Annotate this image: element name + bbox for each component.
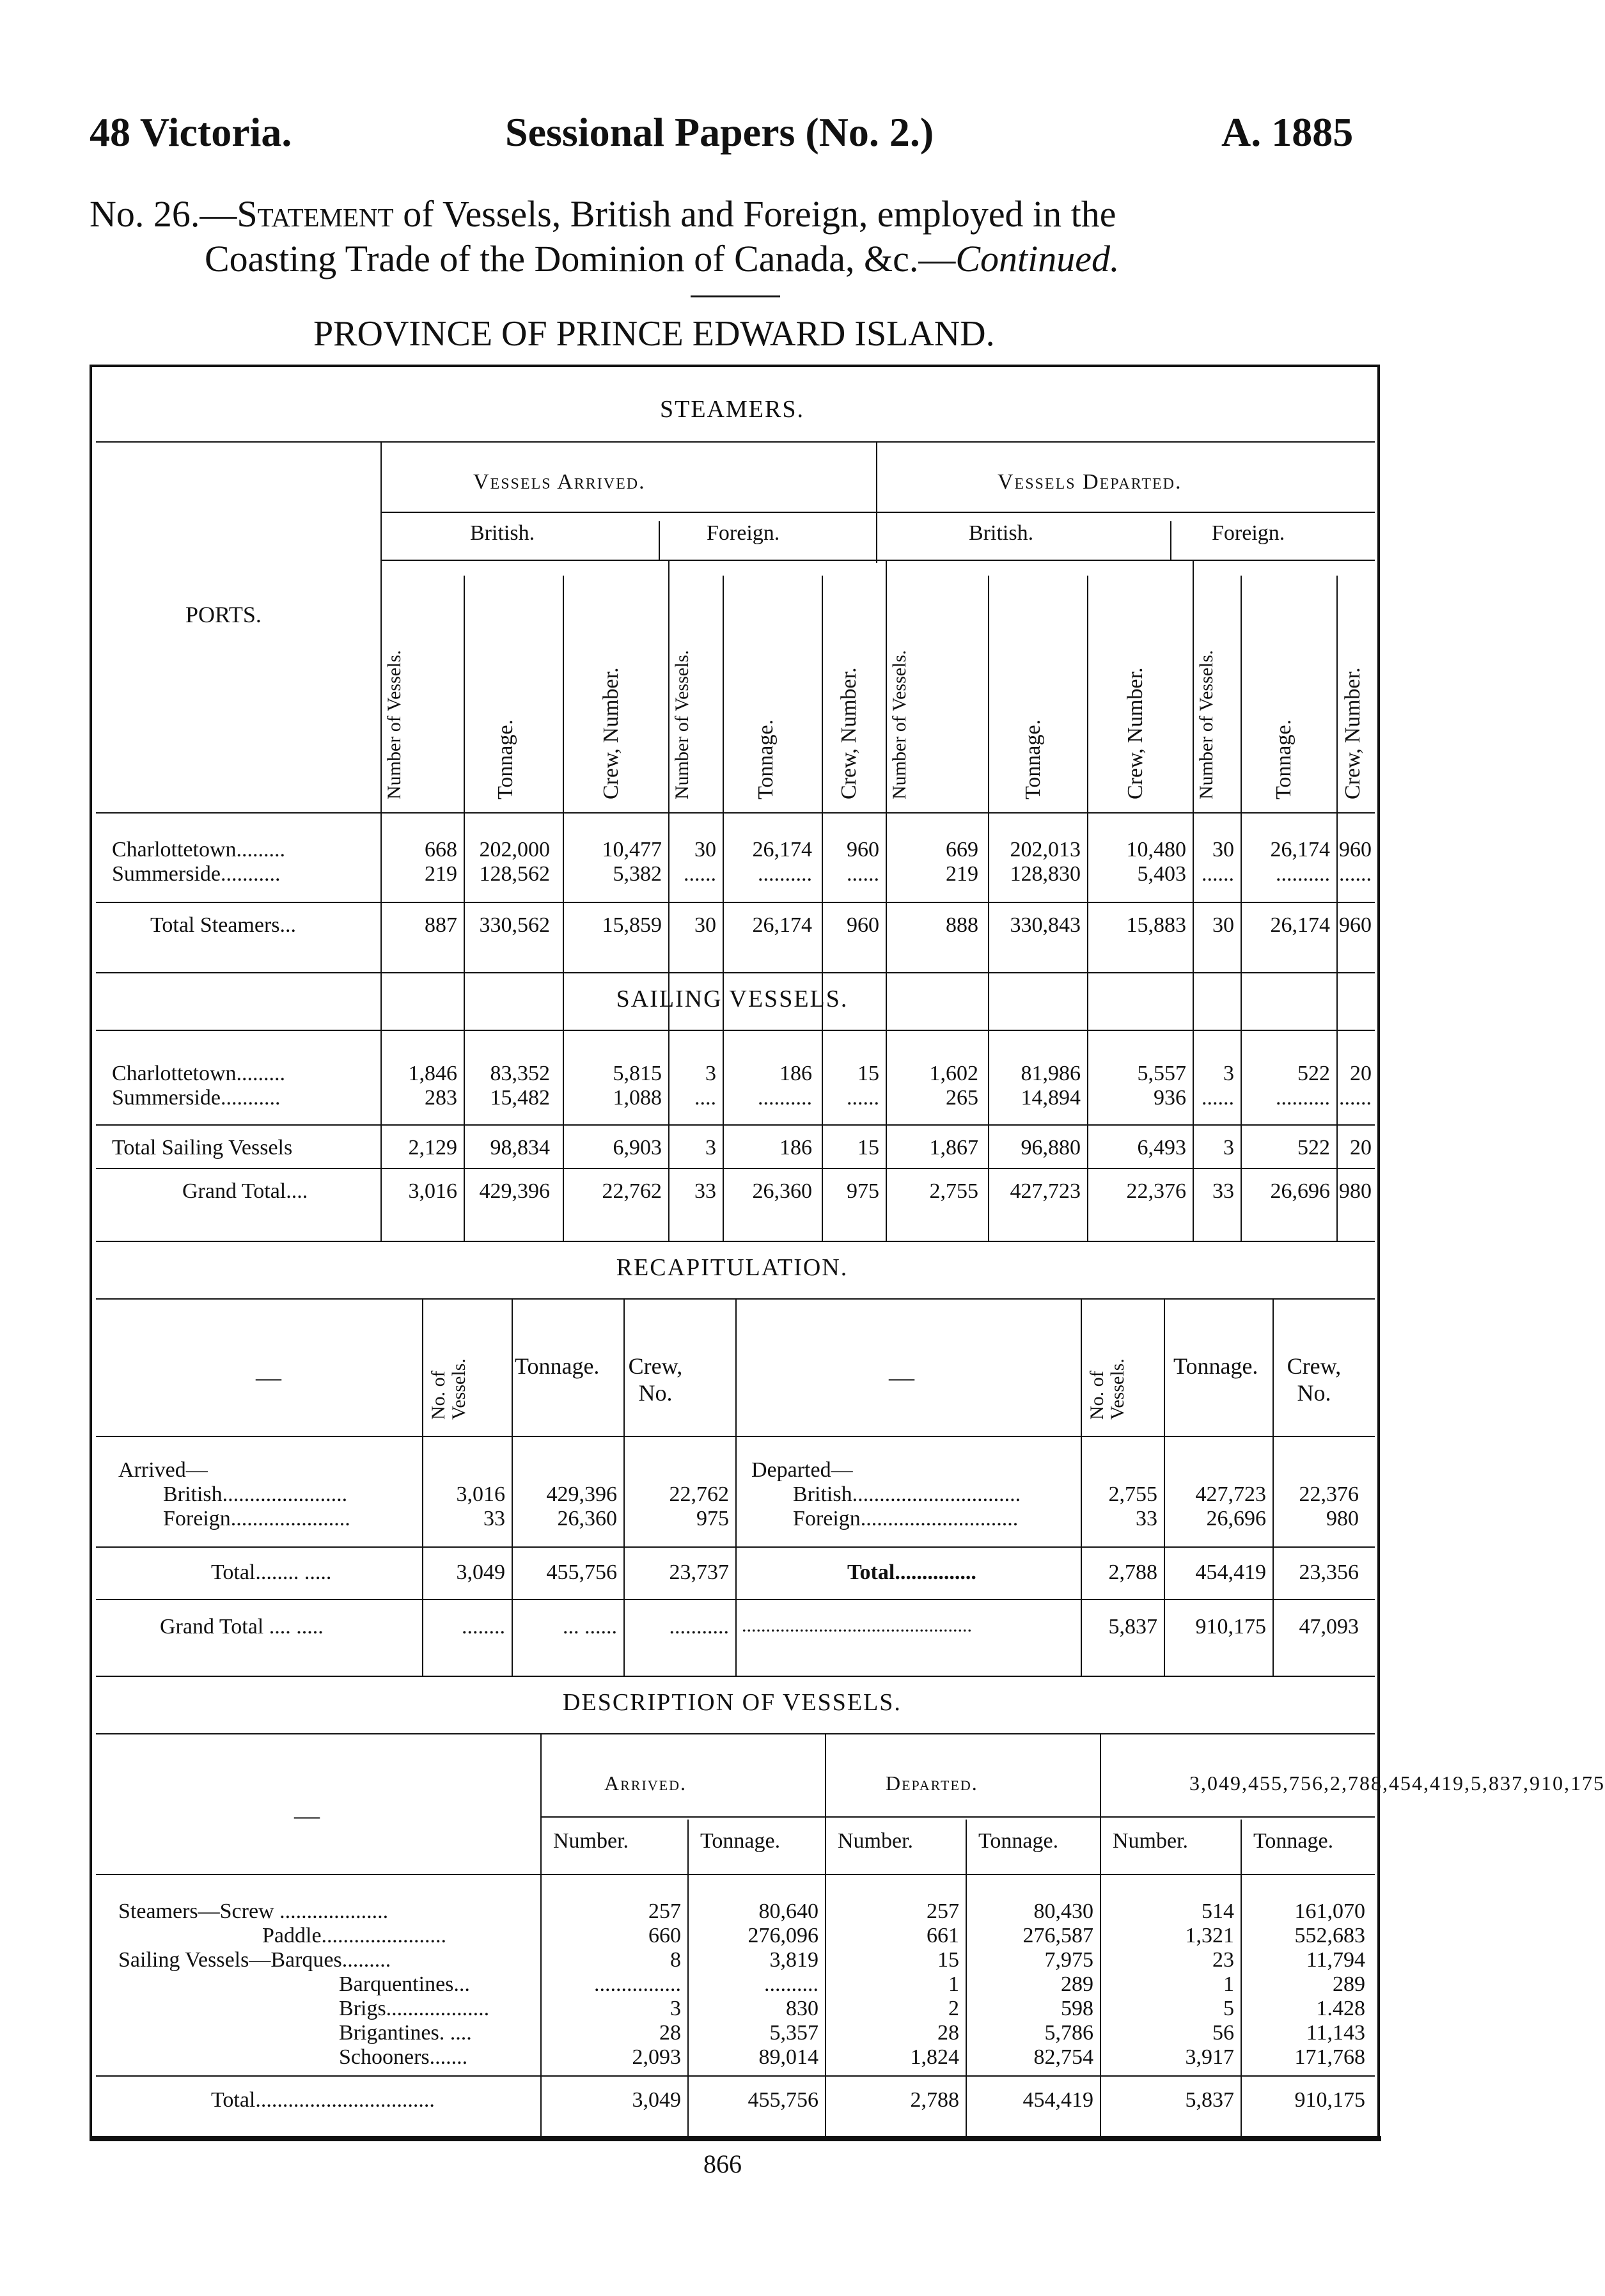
table-cell: 11,794	[1306, 1948, 1365, 1972]
table-cell: ......	[684, 862, 716, 886]
table-cell: 10,477	[602, 838, 662, 861]
table-cell: 47,093	[1299, 1615, 1359, 1639]
recap-title: RECAPITULATION.	[616, 1254, 849, 1281]
table-cell: 3,917	[1185, 2045, 1234, 2069]
table-cell: 289	[1333, 1972, 1365, 1996]
table-cell: 6,903	[613, 1136, 662, 1160]
arrived-label: Arrived.	[604, 1772, 687, 1795]
table-cell: 455,756	[546, 1561, 617, 1584]
row-label: Brigs...................	[339, 1997, 490, 2020]
table-cell: 257	[927, 1899, 959, 1923]
row-rule	[96, 902, 1375, 903]
header-center: Sessional Papers (No. 2.)	[505, 109, 934, 155]
table-cell: 668	[425, 838, 457, 861]
table-cell: 910,175	[1195, 1615, 1266, 1639]
row-rule	[96, 1124, 1375, 1126]
table-cell: 33	[694, 1179, 716, 1203]
table-cell: 960	[1339, 838, 1372, 861]
row-rule	[96, 1874, 1375, 1875]
table-cell: 960	[847, 838, 879, 861]
table-cell: 265	[946, 1086, 978, 1110]
table-cell: ......	[1339, 1086, 1372, 1110]
title-continued: Continued.	[955, 238, 1120, 279]
header-crew: Crew, No.	[628, 1353, 683, 1406]
table-cell: 7,975	[1044, 1948, 1093, 1972]
dash: —	[294, 1801, 320, 1830]
table-cell: 186	[779, 1062, 812, 1085]
table-cell: 30	[694, 838, 716, 861]
table-cell: ...........	[669, 1615, 729, 1639]
arrived-foreign: Foreign.	[707, 521, 780, 545]
total-label: Total.................................	[211, 2088, 435, 2112]
table-cell: ................	[594, 1972, 681, 1996]
table-cell: 960	[1339, 913, 1372, 937]
grand-total-label: Grand Total .... .....	[160, 1615, 324, 1639]
table-cell: 96,880	[1021, 1136, 1081, 1160]
title-rest: of Vessels, British and Foreign, employed in the	[393, 193, 1116, 235]
table-cell: 5,557	[1137, 1062, 1186, 1085]
row-label: Schooners.......	[339, 2045, 468, 2069]
row-label: Brigantines. ....	[339, 2021, 472, 2045]
table-cell: 3	[705, 1136, 716, 1160]
table-cell: 669	[946, 838, 978, 861]
table-cell: 3	[1223, 1136, 1234, 1160]
departed-label: Departed—	[751, 1458, 853, 1482]
title-line2: Coasting Trade of the Dominion of Canada, &c.—	[205, 238, 956, 279]
row-rule	[96, 1168, 1375, 1169]
table-cell: 2,755	[929, 1179, 978, 1203]
row-rule	[540, 1816, 1375, 1818]
header-tonnage: Tonnage.	[515, 1353, 600, 1379]
row-rule	[96, 1599, 1375, 1600]
table-cell: 80,640	[758, 1899, 818, 1923]
table-cell: 454,419	[1022, 2088, 1093, 2112]
row-label: Grand Total....	[182, 1179, 308, 1203]
departed-label: Vessels Departed.	[998, 470, 1182, 494]
table-cell: 2,129	[408, 1136, 457, 1160]
table-cell: 23	[1212, 1948, 1234, 1972]
table-cell: 3	[670, 1997, 681, 2020]
table-cell: 26,174	[1270, 913, 1330, 937]
table-cell: 15	[857, 1062, 879, 1085]
table-cell: 429,396	[479, 1179, 550, 1203]
table-cell: 522	[1297, 1062, 1330, 1085]
table-cell: 15,883	[1126, 913, 1186, 937]
table-cell: 2,093	[632, 2045, 681, 2069]
table-cell: 22,376	[1299, 1482, 1359, 1506]
table-cell: 33	[1212, 1179, 1234, 1203]
column-header: Number of Vessels.	[384, 650, 405, 799]
column-rule	[1170, 521, 1171, 560]
table-cell: 1,867	[929, 1136, 978, 1160]
table-cell: 598	[1061, 1997, 1093, 2020]
table-cell: 30	[1212, 913, 1234, 937]
row-label: Summerside...........	[112, 862, 281, 886]
table-cell: 3,016	[456, 1482, 505, 1506]
table-cell: 15,482	[490, 1086, 550, 1110]
departed-label: Departed.	[886, 1772, 978, 1795]
grand-total-dots: ................................................	[742, 1615, 972, 1636]
table-cell: 11,143	[1306, 2021, 1365, 2045]
total-label: 3,049,455,756,2,788,454,419,5,837,910,175	[1189, 1772, 1605, 1795]
column-header: Number of Vessels.	[889, 650, 910, 799]
table-cell: 5,837	[1108, 1615, 1157, 1639]
table-cell: 454,419	[1195, 1561, 1266, 1584]
table-cell: 98,834	[490, 1136, 550, 1160]
row-label: Charlottetown.........	[112, 838, 286, 861]
table-cell: 3,049	[456, 1561, 505, 1584]
foreign-label: Foreign......................	[163, 1507, 350, 1530]
row-label: Sailing Vessels—Barques.........	[118, 1948, 391, 1972]
dash: —	[256, 1363, 281, 1392]
table-cell: 82,754	[1033, 2045, 1093, 2069]
table-cell: ..........	[1276, 862, 1330, 886]
total-label: Total...............	[847, 1561, 976, 1584]
row-label: Barquentines...	[339, 1972, 470, 1996]
arrived-label: Arrived—	[118, 1458, 208, 1482]
rule	[96, 972, 1375, 973]
table-cell: 26,174	[1270, 838, 1330, 861]
table-cell: 2,788	[910, 2088, 959, 2112]
table-cell: 30	[694, 913, 716, 937]
header-left: 48 Victoria.	[90, 109, 292, 155]
rule	[380, 512, 1375, 513]
table-cell: 20	[1350, 1136, 1372, 1160]
table-cell: 3	[1223, 1062, 1234, 1085]
table-cell: 427,723	[1195, 1482, 1266, 1506]
title-rule	[691, 295, 780, 297]
row-label: Paddle.......................	[262, 1924, 447, 1947]
table-cell: 257	[648, 1899, 681, 1923]
column-header: Number of Vessels.	[1196, 650, 1217, 799]
table-cell: 1,846	[408, 1062, 457, 1085]
page-number: 866	[703, 2150, 742, 2178]
table-cell: 128,562	[479, 862, 550, 886]
table-cell: 219	[425, 862, 457, 886]
rule	[96, 812, 1375, 814]
table-cell: ........	[462, 1615, 505, 1639]
table-cell: 23,356	[1299, 1561, 1359, 1584]
header-tonnage: Tonnage.	[1173, 1353, 1258, 1379]
table-cell: ......	[1339, 862, 1372, 886]
table-cell: ..........	[758, 1086, 812, 1110]
table-cell: 81,986	[1021, 1062, 1081, 1085]
table-cell: 80,430	[1033, 1899, 1093, 1923]
row-label: Steamers—Screw ....................	[118, 1899, 389, 1923]
table-cell: 552,683	[1294, 1924, 1365, 1947]
column-header: Tonnage.	[754, 719, 778, 799]
rule	[96, 1030, 1375, 1031]
arrived-label: Vessels Arrived.	[473, 470, 646, 494]
table-cell: 22,762	[669, 1482, 729, 1506]
table-cell: 33	[483, 1507, 505, 1530]
table-cell: 128,830	[1010, 862, 1081, 886]
british-label: British.......................	[163, 1482, 348, 1506]
table-cell: 8	[670, 1948, 681, 1972]
table-cell: 5,837	[1185, 2088, 1234, 2112]
row-label: Total Steamers...	[150, 913, 297, 937]
british-label: British...............................	[793, 1482, 1021, 1506]
foreign-label: Foreign.............................	[793, 1507, 1019, 1530]
tonnage-header: Tonnage.	[1253, 1829, 1334, 1853]
table-cell: 202,013	[1010, 838, 1081, 861]
table-cell: 975	[696, 1507, 729, 1530]
table-cell: 22,376	[1126, 1179, 1186, 1203]
arrived-british: British.	[470, 521, 535, 545]
row-rule	[96, 2075, 1375, 2077]
table-cell: ... ......	[563, 1615, 617, 1639]
column-rule	[380, 441, 382, 563]
table-cell: 5	[1223, 1997, 1234, 2020]
column-header: Crew, Number.	[837, 667, 861, 799]
table-cell: ..........	[1276, 1086, 1330, 1110]
table-cell: 522	[1297, 1136, 1330, 1160]
column-rule	[876, 441, 877, 563]
table-cell: 5,357	[769, 2021, 818, 2045]
total-label: Total........ .....	[211, 1561, 332, 1584]
sailing-title: SAILING VESSELS.	[616, 986, 849, 1012]
table-cell: 1	[1223, 1972, 1234, 1996]
column-header: Tonnage.	[1272, 719, 1296, 799]
table-cell: 289	[1061, 1972, 1093, 1996]
table-cell: ....	[694, 1086, 716, 1110]
title-keyword: Statement	[237, 193, 394, 235]
rule	[380, 560, 1375, 561]
header-right: A. 1885	[1221, 109, 1354, 155]
table-cell: 888	[946, 913, 978, 937]
table-cell: ......	[847, 862, 879, 886]
table-cell: 15	[937, 1948, 959, 1972]
table-cell: 276,587	[1022, 1924, 1093, 1947]
table-cell: 887	[425, 913, 457, 937]
table-cell: 936	[1154, 1086, 1186, 1110]
table-cell: 975	[847, 1179, 879, 1203]
tonnage-header: Tonnage.	[978, 1829, 1059, 1853]
column-header: Crew, Number.	[1340, 667, 1365, 799]
table-cell: 1	[948, 1972, 959, 1996]
column-rule	[659, 521, 660, 560]
table-cell: 960	[847, 913, 879, 937]
table-cell: 661	[927, 1924, 959, 1947]
table-cell: 83,352	[490, 1062, 550, 1085]
table-cell: 22,762	[602, 1179, 662, 1203]
table-cell: 3,819	[769, 1948, 818, 1972]
row-rule	[96, 1436, 1375, 1437]
table-cell: 429,396	[546, 1482, 617, 1506]
table-cell: ......	[1202, 862, 1234, 886]
table-cell: 455,756	[748, 2088, 818, 2112]
table-cell: 3,016	[408, 1179, 457, 1203]
steamers-title: STEAMERS.	[660, 396, 804, 423]
table-cell: 5,786	[1044, 2021, 1093, 2045]
table-cell: 171,768	[1294, 2045, 1365, 2069]
table-cell: 910,175	[1294, 2088, 1365, 2112]
table-cell: 30	[1212, 838, 1234, 861]
table-cell: ..........	[764, 1972, 818, 1996]
table-cell: 980	[1339, 1179, 1372, 1203]
table-cell: 26,360	[752, 1179, 812, 1203]
table-cell: 1,602	[929, 1062, 978, 1085]
dash: —	[889, 1363, 914, 1392]
column-rule	[735, 1298, 737, 1676]
frame-bottom-rule	[90, 2136, 1381, 2141]
table-cell: 202,000	[479, 838, 550, 861]
ports-label: PORTS.	[185, 602, 262, 627]
table-cell: 5,382	[613, 862, 662, 886]
table-cell: 26,696	[1270, 1179, 1330, 1203]
rule	[96, 441, 1375, 443]
number-header: Number.	[838, 1829, 914, 1853]
header-vessels: No. of Vessels.	[428, 1358, 469, 1420]
tonnage-header: Tonnage.	[700, 1829, 781, 1853]
table-cell: 15,859	[602, 913, 662, 937]
table-cell: ......	[847, 1086, 879, 1110]
table-cell: 830	[786, 1997, 818, 2020]
table-cell: ......	[1202, 1086, 1234, 1110]
row-rule	[96, 1546, 1375, 1548]
table-cell: 15	[857, 1136, 879, 1160]
table-cell: 660	[648, 1924, 681, 1947]
table-cell: 514	[1202, 1899, 1234, 1923]
table-cell: 276,096	[748, 1924, 818, 1947]
column-header: Tonnage.	[1021, 719, 1045, 799]
column-header: Crew, Number.	[599, 667, 623, 799]
desc-title: DESCRIPTION OF VESSELS.	[563, 1689, 902, 1716]
table-cell: 26,696	[1206, 1507, 1266, 1530]
table-cell: 33	[1136, 1507, 1157, 1530]
table-cell: 5,403	[1137, 862, 1186, 886]
table-cell: 2	[948, 1997, 959, 2020]
table-cell: 1.428	[1316, 1997, 1365, 2020]
table-cell: 28	[659, 2021, 681, 2045]
table-cell: 1,088	[613, 1086, 662, 1110]
table-cell: 980	[1326, 1507, 1359, 1530]
table-cell: 89,014	[758, 2045, 818, 2069]
table-cell: 26,174	[752, 838, 812, 861]
rule	[96, 1733, 1375, 1734]
departed-foreign: Foreign.	[1212, 521, 1285, 545]
table-cell: 3,049	[632, 2088, 681, 2112]
table-cell: 28	[937, 2021, 959, 2045]
table-cell: 2,755	[1108, 1482, 1157, 1506]
number-header: Number.	[553, 1829, 629, 1853]
table-cell: 161,070	[1294, 1899, 1365, 1923]
title-prefix: No. 26.—	[90, 193, 237, 235]
row-label: Summerside...........	[112, 1086, 281, 1110]
column-header: Number of Vessels.	[671, 650, 693, 799]
row-label: Total Sailing Vessels	[112, 1136, 293, 1160]
table-cell: 6,493	[1137, 1136, 1186, 1160]
table-cell: 330,562	[479, 913, 550, 937]
row-label: Charlottetown.........	[112, 1062, 286, 1085]
header-vessels: No. of Vessels.	[1086, 1358, 1128, 1420]
table-cell: 14,894	[1021, 1086, 1081, 1110]
table-cell: 3	[705, 1062, 716, 1085]
table-cell: 23,737	[669, 1561, 729, 1584]
table-cell: 26,360	[557, 1507, 617, 1530]
table-cell: 427,723	[1010, 1179, 1081, 1203]
table-cell: 5,815	[613, 1062, 662, 1085]
table-cell: 56	[1212, 2021, 1234, 2045]
table-cell: 330,843	[1010, 913, 1081, 937]
header-crew: Crew, No.	[1287, 1353, 1342, 1406]
province-title: PROVINCE OF PRINCE EDWARD ISLAND.	[313, 314, 995, 354]
departed-british: British.	[969, 521, 1034, 545]
statement-title	[90, 192, 1464, 281]
column-header: Crew, Number.	[1123, 667, 1147, 799]
number-header: Number.	[1113, 1829, 1189, 1853]
table-cell: 186	[779, 1136, 812, 1160]
table-cell: 20	[1350, 1062, 1372, 1085]
table-cell: ..........	[758, 862, 812, 886]
table-cell: 2,788	[1108, 1561, 1157, 1584]
column-header: Tonnage.	[493, 719, 517, 799]
table-cell: 283	[425, 1086, 457, 1110]
table-cell: 10,480	[1126, 838, 1186, 861]
table-cell: 1,321	[1185, 1924, 1234, 1947]
rule	[96, 1241, 1375, 1242]
table-cell: 1,824	[910, 2045, 959, 2069]
table-cell: 26,174	[752, 913, 812, 937]
rule	[96, 1676, 1375, 1677]
table-cell: 219	[946, 862, 978, 886]
